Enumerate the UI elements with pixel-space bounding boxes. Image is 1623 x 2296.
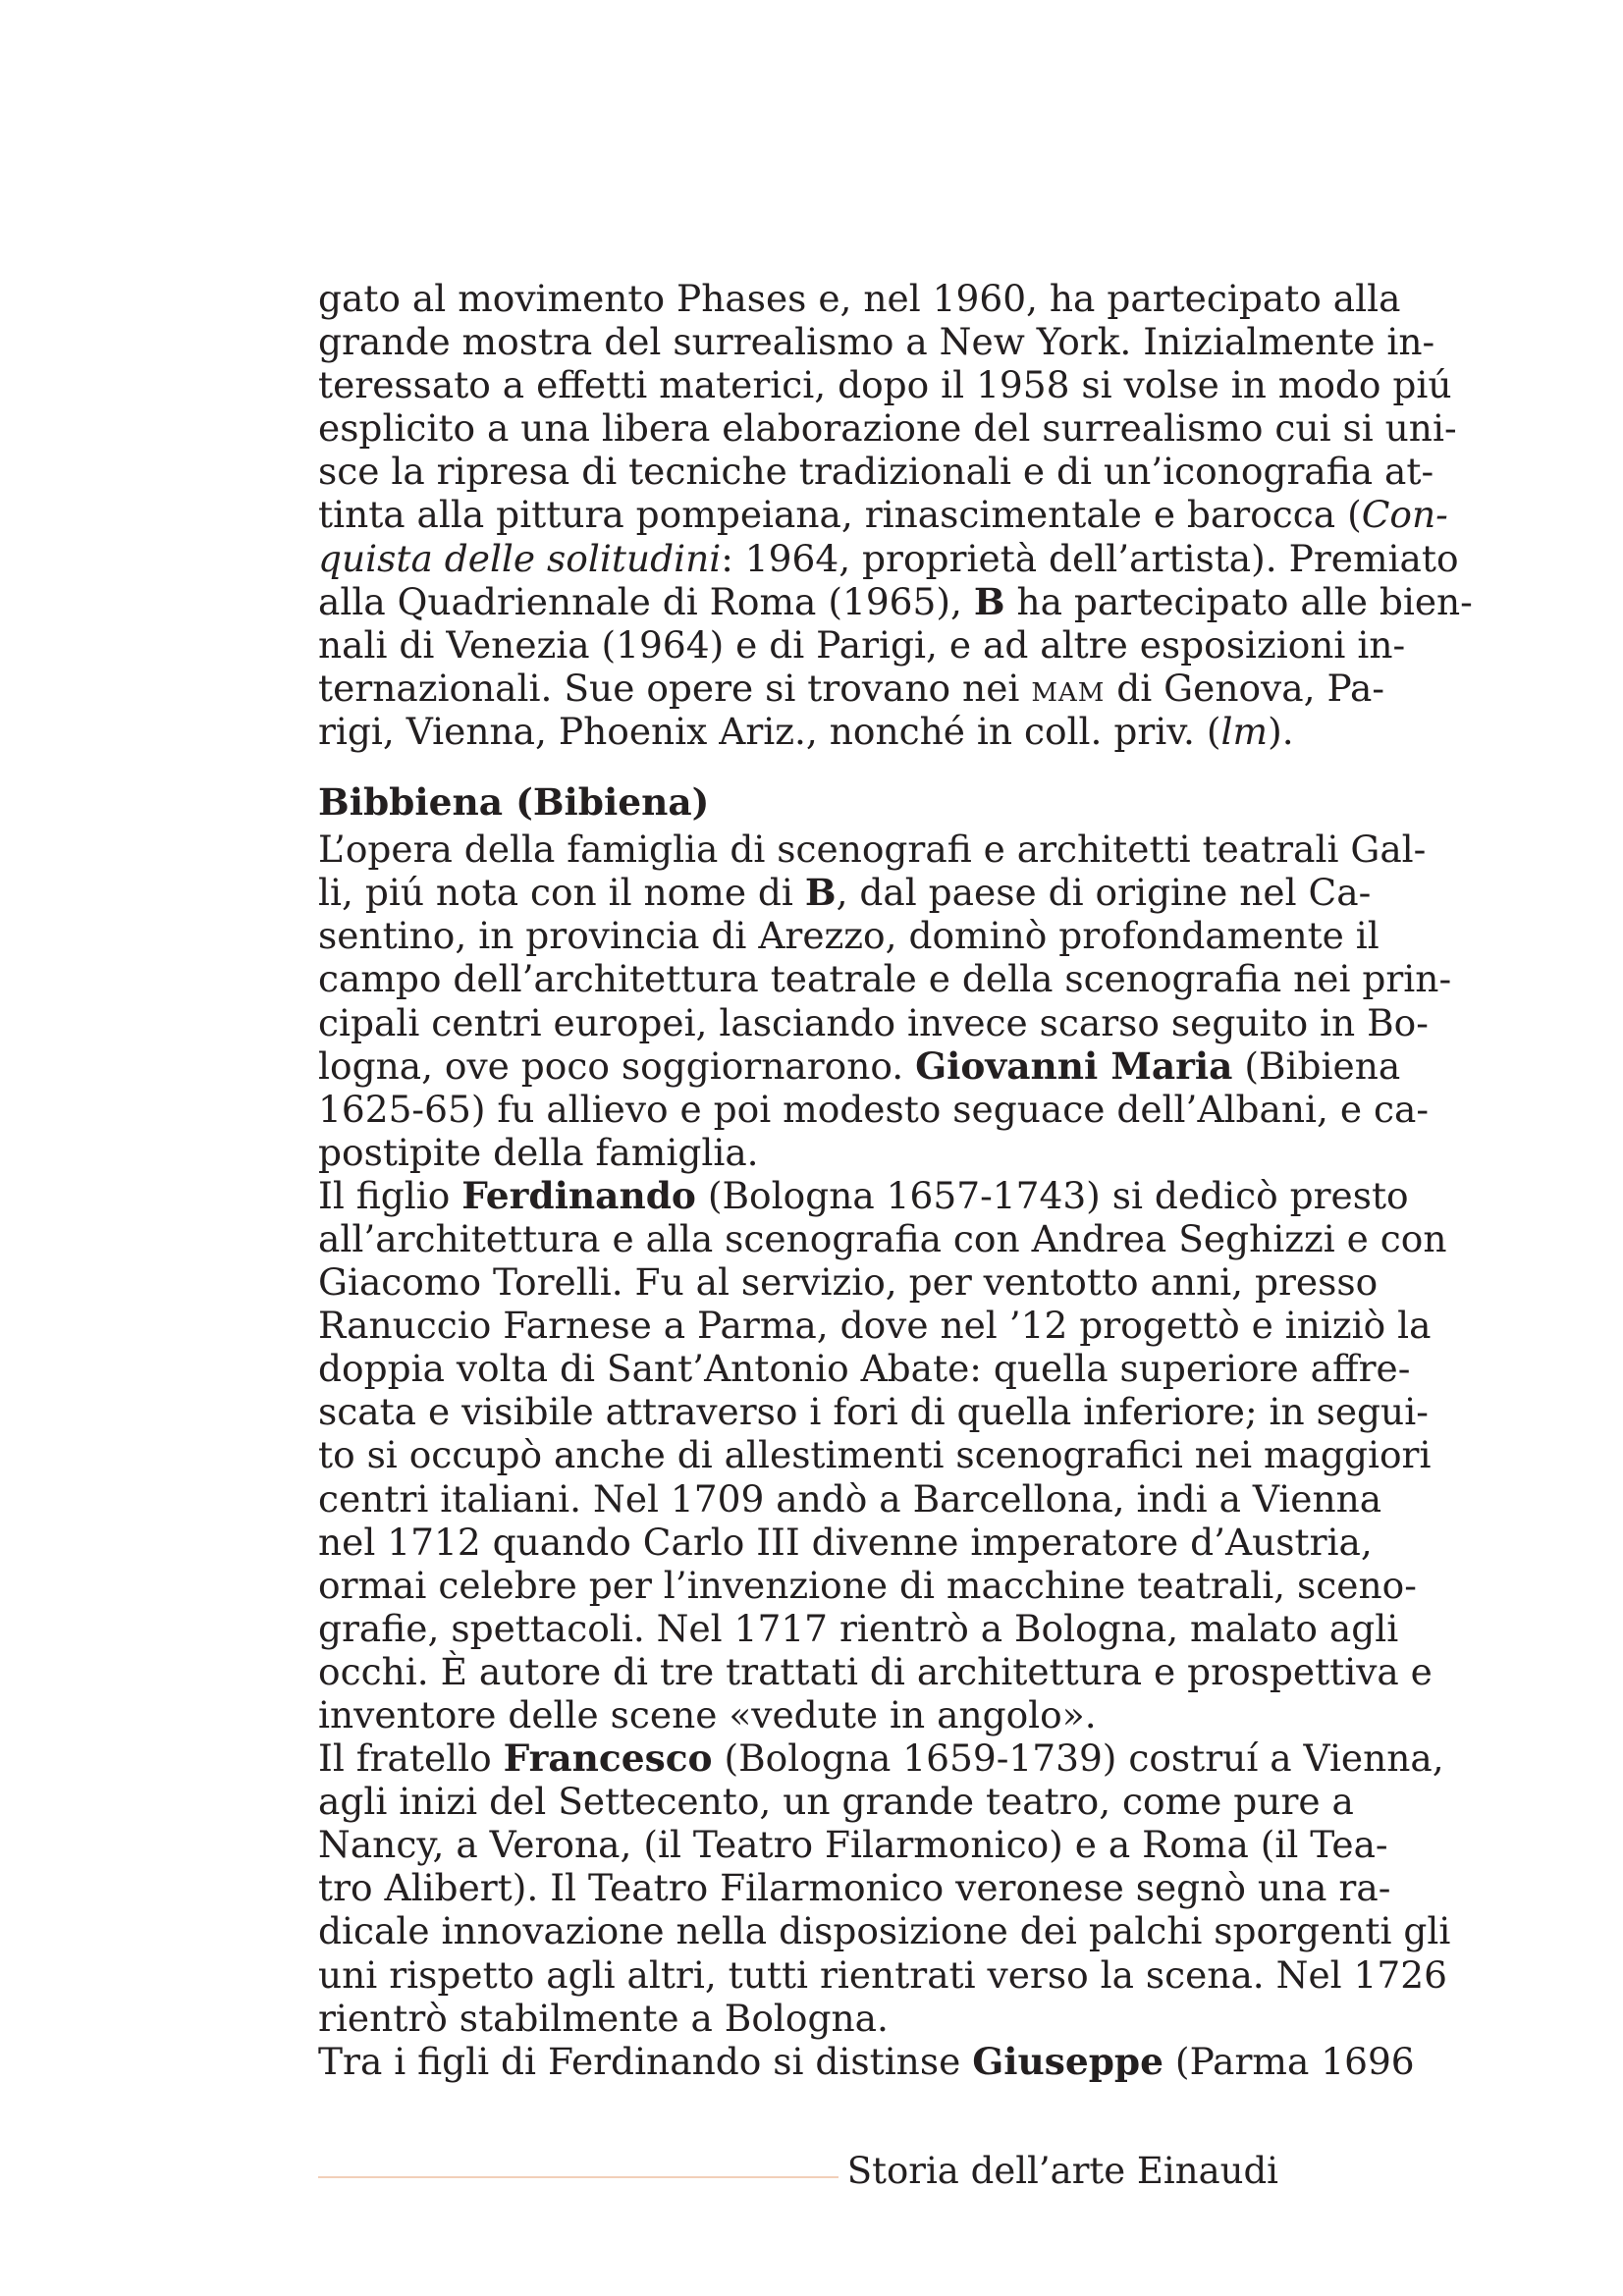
text-line: to si occupò anche di allestimenti scenografici nei maggiori (318, 1433, 1432, 1477)
text-line: Il figlio Ferdinando (Bologna 1657-1743) si dedicò presto (318, 1173, 1409, 1217)
text-line: scata e visibile attraverso i fori di quella inferiore; in segui- (318, 1390, 1429, 1434)
footer-title: Storia dell’arte Einaudi (846, 2150, 1278, 2192)
text-line: 1625-65) fu allievo e poi modesto seguace dell’Albani, e ca- (318, 1087, 1430, 1131)
body-text (318, 277, 1473, 2083)
text-line: dicale innovazione nella disposizione dei palchi sporgenti gli (318, 1909, 1451, 1953)
text-line: Il fratello Francesco (Bologna 1659-1739) costruí a Vienna, (318, 1736, 1444, 1781)
text-line: ormai celebre per l’invenzione di macchine teatrali, sceno- (318, 1563, 1417, 1607)
person-name-bold: Francesco (503, 1736, 713, 1781)
text-line: all’architettura e alla scenografia con Andrea Seghizzi e con (318, 1216, 1447, 1260)
author-initials: lm (1220, 709, 1269, 753)
museum-abbreviation: mam (1031, 666, 1106, 710)
text-line: Giacomo Torelli. Fu al servizio, per ventotto anni, presso (318, 1260, 1379, 1305)
text-line: L’opera della famiglia di scenografi e architetti teatrali Gal- (318, 828, 1427, 872)
text-line: quista delle solitudini: 1964, proprietà dell’artista). Premiato (318, 536, 1459, 580)
text-line: logna, ove poco soggiornarono. Giovanni Maria (Bibiena (318, 1043, 1401, 1088)
text-line: Ranuccio Farnese a Parma, dove nel ’12 progettò e iniziò la (318, 1304, 1432, 1348)
entry-heading: Bibbiena (Bibiena) (318, 780, 710, 825)
text-line: sce la ripresa di tecniche tradizionali e di un’iconografia at- (318, 450, 1434, 494)
text-line: grande mostra del surrealismo a New York. Inizialmente in- (318, 320, 1435, 364)
text-line: ternazionali. Sue opere si trovano nei mam di Genova, Pa- (318, 666, 1385, 710)
text-line: centri italiani. Nel 1709 andò a Barcellona, indi a Vienna (318, 1476, 1382, 1521)
footer-rule (318, 2176, 839, 2178)
entry-initial-bold: B (804, 871, 837, 915)
person-name-bold: Giovanni Maria (915, 1043, 1233, 1088)
artist-initial-bold: B (973, 579, 1005, 623)
person-name-bold: Giuseppe (972, 2039, 1164, 2083)
text-line: uni rispetto agli altri, tutti rientrati verso la scena. Nel 1726 (318, 1952, 1447, 1997)
text-line: sentino, in provincia di Arezzo, dominò profondamente il (318, 914, 1380, 958)
text-line: inventore delle scene «vedute in angolo». (318, 1693, 1097, 1736)
text-line: tinta alla pittura pompeiana, rinascimentale e barocca (Con- (318, 493, 1448, 537)
text-line: alla Quadriennale di Roma (1965), B ha partecipato alle bien- (318, 579, 1473, 623)
text-line: nali di Venezia (1964) e di Parigi, e ad altre esposizioni in- (318, 622, 1406, 667)
text-line: tro Alibert). Il Teatro Filarmonico veronese segnò una ra- (318, 1866, 1391, 1910)
text-line: teressato a effetti materici, dopo il 1958 si volse in modo piú (318, 363, 1452, 407)
text-line: postipite della famiglia. (318, 1130, 759, 1174)
text-line: agli inizi del Settecento, un grande teatro, come pure a (318, 1780, 1354, 1824)
text-line: cipali centri europei, lasciando invece scarso seguito in Bo- (318, 1000, 1429, 1044)
text-line: esplicito a una libera elaborazione del surrealismo cui si uni- (318, 406, 1457, 451)
text-line: gato al movimento Phases e, nel 1960, ha partecipato alla (318, 277, 1401, 320)
text-line: Nancy, a Verona, (il Teatro Filarmonico) e a Roma (il Tea- (318, 1823, 1388, 1867)
text-line: Tra i figli di Ferdinando si distinse Giuseppe (Parma 1696 (318, 2039, 1415, 2083)
text-line: grafie, spettacoli. Nel 1717 rientrò a Bologna, malato agli (318, 1606, 1399, 1650)
person-name-bold: Ferdinando (461, 1173, 696, 1217)
text-line: doppia volta di Sant’Antonio Abate: quella superiore affre- (318, 1347, 1411, 1391)
text-line: occhi. È autore di tre trattati di architettura e prospettiva e (318, 1649, 1433, 1693)
artwork-title-italic: Con- (1361, 493, 1448, 537)
artwork-title-italic: quista delle solitudini (318, 536, 722, 580)
text-line: nel 1712 quando Carlo III divenne imperatore d’Austria, (318, 1520, 1373, 1564)
text-line: campo dell’architettura teatrale e della scenografia nei prin- (318, 957, 1452, 1001)
text-line: rigi, Vienna, Phoenix Ariz., nonché in coll. priv. (lm). (318, 709, 1294, 753)
text-line: rientrò stabilmente a Bologna. (318, 1996, 889, 2040)
text-line: li, piú nota con il nome di B, dal paese di origine nel Ca- (318, 871, 1372, 915)
